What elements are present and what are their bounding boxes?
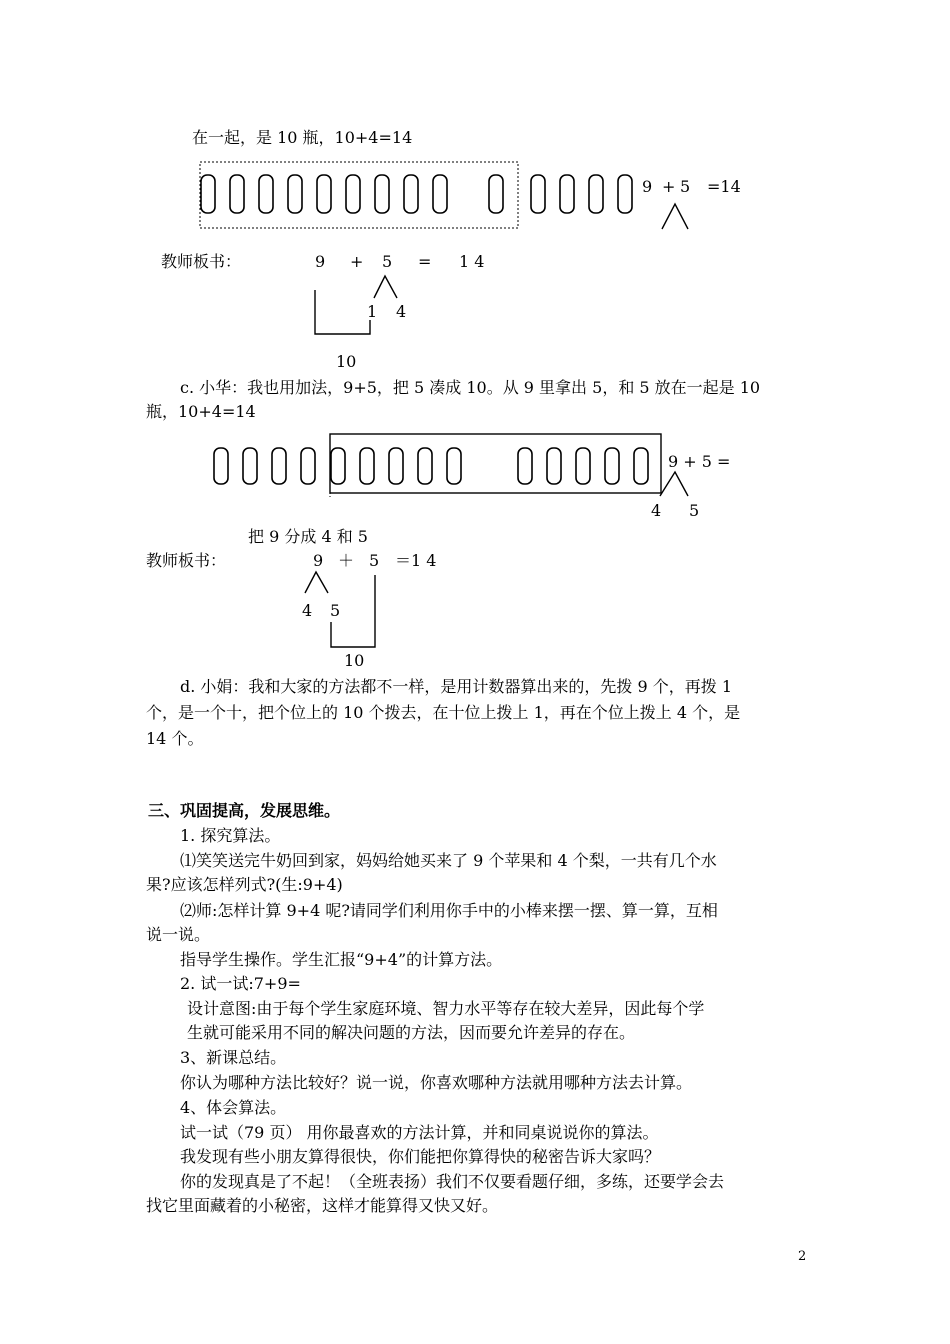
- item-2-note-2: 生就可能采用不同的解决问题的方法，因而要允许差异的存在。: [187, 1023, 636, 1042]
- board2-5: 5: [369, 551, 380, 570]
- board1-plus: +: [350, 252, 364, 271]
- item-4-c2: 找它里面藏着的小秘密，这样才能算得又快又好。: [146, 1196, 499, 1215]
- bottle: [404, 175, 418, 213]
- bottle: [230, 175, 244, 213]
- bottle: [518, 448, 532, 484]
- board2-label: 教师板书：: [146, 551, 227, 570]
- fig1-eq-b: 5: [680, 177, 691, 196]
- item-1a-1: ⑴笑笑送完牛奶回到家，妈妈给她买来了 9 个苹果和 4 个梨，一共有几个水: [180, 851, 717, 870]
- item-3-text: 你认为哪种方法比较好？说一说，你喜欢哪种方法就用哪种方法去计算。: [180, 1073, 693, 1092]
- bottle: [447, 448, 461, 484]
- bottle: [272, 448, 286, 484]
- board1-label: 教师板书：: [161, 252, 242, 271]
- bottle: [243, 448, 257, 484]
- fig2-4: 4: [651, 501, 662, 520]
- board1-9: 9: [315, 252, 326, 271]
- fig2-eq: 9 + 5 =: [668, 452, 731, 471]
- para-d-3: 14 个。: [146, 729, 204, 748]
- bottle: [288, 175, 302, 213]
- board2-5b: 5: [330, 601, 341, 620]
- para-c-1: c. 小华：我也用加法，9+5，把 5 凑成 10。从 9 里拿出 5，和 5 放在一起是 10: [180, 378, 761, 397]
- split-lines-1: [662, 204, 688, 229]
- bottle: [389, 448, 403, 484]
- board1-eq: =: [418, 252, 432, 271]
- board2-9: 9: [313, 551, 324, 570]
- item-2: 2. 试一试:7+9=: [180, 974, 301, 993]
- bottle: [360, 448, 374, 484]
- split-lines-2: [660, 472, 688, 496]
- fig1-eq-result: =14: [707, 177, 741, 196]
- line-a-end: 在一起，是 10 瓶，10+4=14: [192, 128, 413, 147]
- board2-10: 10: [344, 651, 365, 670]
- board1-14: 1 4: [459, 252, 485, 271]
- board1-10: 10: [336, 352, 357, 371]
- split-note: 把 9 分成 4 和 5: [248, 527, 368, 546]
- bottle: [576, 448, 590, 484]
- para-d-1: d. 小娟：我和大家的方法都不一样，是用计数器算出来的，先拨 9 个，再拨 1: [180, 677, 733, 696]
- bottle: [259, 175, 273, 213]
- bottle: [331, 448, 345, 484]
- bottle: [560, 175, 574, 213]
- item-1c: 指导学生操作。学生汇报“9+4”的计算方法。: [180, 950, 503, 969]
- fig2-5: 5: [689, 501, 700, 520]
- board1-5: 5: [382, 252, 393, 271]
- bottle: [531, 175, 545, 213]
- item-2-note-1: 设计意图:由于每个学生家庭环境、智力水平等存在较大差异，因此每个学: [187, 999, 705, 1018]
- bottle: [589, 175, 603, 213]
- item-4-b: 我发现有些小朋友算得很快，你们能把你算得快的秘密告诉大家吗？: [180, 1147, 661, 1166]
- bottle: [489, 175, 503, 213]
- split-lines-board1: [374, 276, 397, 298]
- bottle-row-2: [214, 448, 648, 484]
- bottle: [605, 448, 619, 484]
- bottle: [214, 448, 228, 484]
- fig1-eq-a: 9: [642, 177, 653, 196]
- item-1b-2: 说一说。: [146, 925, 211, 944]
- item-1b-1: ⑵师:怎样计算 9+4 呢?请同学们利用你手中的小棒来摆一摆、算一算，互相: [180, 901, 718, 920]
- item-4: 4、体会算法。: [180, 1098, 287, 1117]
- section-heading-3: 三、巩固提高，发展思维。: [148, 801, 341, 820]
- bottle: [317, 175, 331, 213]
- fig1-eq-plus: +: [662, 177, 676, 196]
- bottle: [201, 175, 215, 213]
- bracket-board1: [315, 290, 370, 334]
- board2-4: 4: [302, 601, 313, 620]
- item-1: 1. 探究算法。: [180, 826, 281, 845]
- bottle: [301, 448, 315, 484]
- bottle: [346, 175, 360, 213]
- split-lines-board2: [305, 572, 328, 593]
- board1-1: 1: [367, 302, 378, 321]
- board2-result: ＝1 4: [395, 551, 437, 570]
- item-3: 3、新课总结。: [180, 1048, 287, 1067]
- board1-4: 4: [396, 302, 407, 321]
- bottle: [547, 448, 561, 484]
- item-4-a: 试一试（79 页） 用你最喜欢的方法计算，并和同桌说说你的算法。: [180, 1123, 659, 1142]
- item-4-c1: 你的发现真是了不起！（全班表扬）我们不仅要看题仔细，多练，还要学会去: [180, 1172, 725, 1191]
- bottle: [634, 448, 648, 484]
- item-1a-2: 果?应该怎样列式?(生:9+4): [146, 875, 343, 894]
- bottle: [618, 175, 632, 213]
- bottle-row-1: [201, 175, 632, 213]
- bottle: [433, 175, 447, 213]
- para-c-2: 瓶，10+4=14: [146, 402, 256, 421]
- board2-plus: ＋: [338, 551, 355, 570]
- bottle: [375, 175, 389, 213]
- page-number: 2: [798, 1249, 807, 1264]
- para-d-2: 个，是一个十，把个位上的 10 个拨去，在十位上拨上 1，再在个位上拨上 4 个，是: [146, 703, 741, 722]
- bottle: [418, 448, 432, 484]
